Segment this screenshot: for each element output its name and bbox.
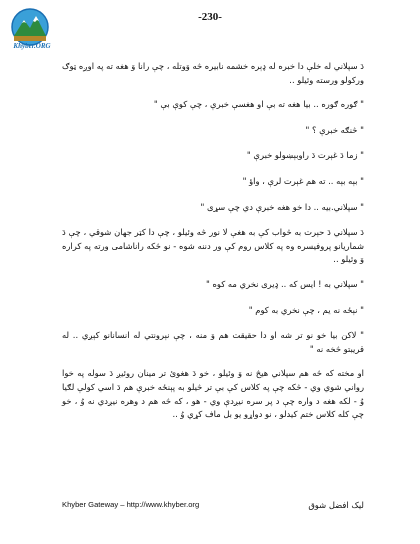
paragraph-2: دَ سپلاني دَ حېرت به څواب کې به هغې لا نور څه وئيلو ، چې دا کټر جهان شوقي ، چې دَ شماريانو پروفيسره وه په کلاس روم کې ور دننه شوه - نو څکه راناشامی ورته په کراره وَ وئيلو .. [62,227,364,265]
page-number: -230- [198,11,222,23]
dialogue-line-2: " څنګه خبرې ؟ " [305,124,364,135]
dialogue-line-1: " ګوره ګوره .. بيا هغه ته بې او هغسې خبرې ، چې کوې بې " [153,99,364,110]
paragraph-3: او مخته که څه هم سپلاني هيڅ نه وَ وئيلو ، خو دَ هغوئ تر مينان روئيږ دَ سوله په خوا رواني شوي وي - څکه چې په کلاس کې بې تر څيلو به پېنځه خبرې هم دَ اسي کولې لګيا وُ - لکه هغه د واره چې د پر سره نيږدې وي - هو ، که څه هم د وهره نيږدي نه وُ ، خو چې کله کلاس ختم کيدلو ، نو دواړو يو بل ماف کړي وُ .. [62,368,364,420]
paragraph-1: دَ سپلاني له خلې دا خبره له ډېره خشمه نابيره څه وَوتله ، چې رانا وَ هغه ته په اوږه ټوګ ورکولو ورسته وئيلو .. [62,61,364,85]
dialogue-line-3: " زما دَ غېرت دَ راوبېښولو خبرې " [246,150,364,161]
dialogue-line-4: " بېه بېه .. ته هم غېرت لرې ، واؤ " [242,175,364,186]
dialogue-line-7: " نېځه نه يم ، چې نخري به کوم " [248,304,364,315]
page-footer [62,500,364,514]
footer-author: ليک افضل شوق [308,500,364,510]
dialogue-line-6: " سپلاني به ! ايس که .. ډيری نخري مه کوه " [206,278,364,289]
footer-source-link[interactable]: Khyber Gateway – http://www.khyber.org [62,500,200,509]
document-body [62,60,364,433]
dialogue-line-8: " لاکن بيا خو نو تر شه او دا حقيقت هم وَ منه ، چې نېرونتي له انسانانو کېږي .. له قريبتو څخه نه " [62,330,364,354]
dialogue-line-5: " سپلاني.بيه .. دا خو هغه خبرې دي چې سړی " [200,201,364,212]
logo-caption: Khyber.ORG [13,42,51,50]
